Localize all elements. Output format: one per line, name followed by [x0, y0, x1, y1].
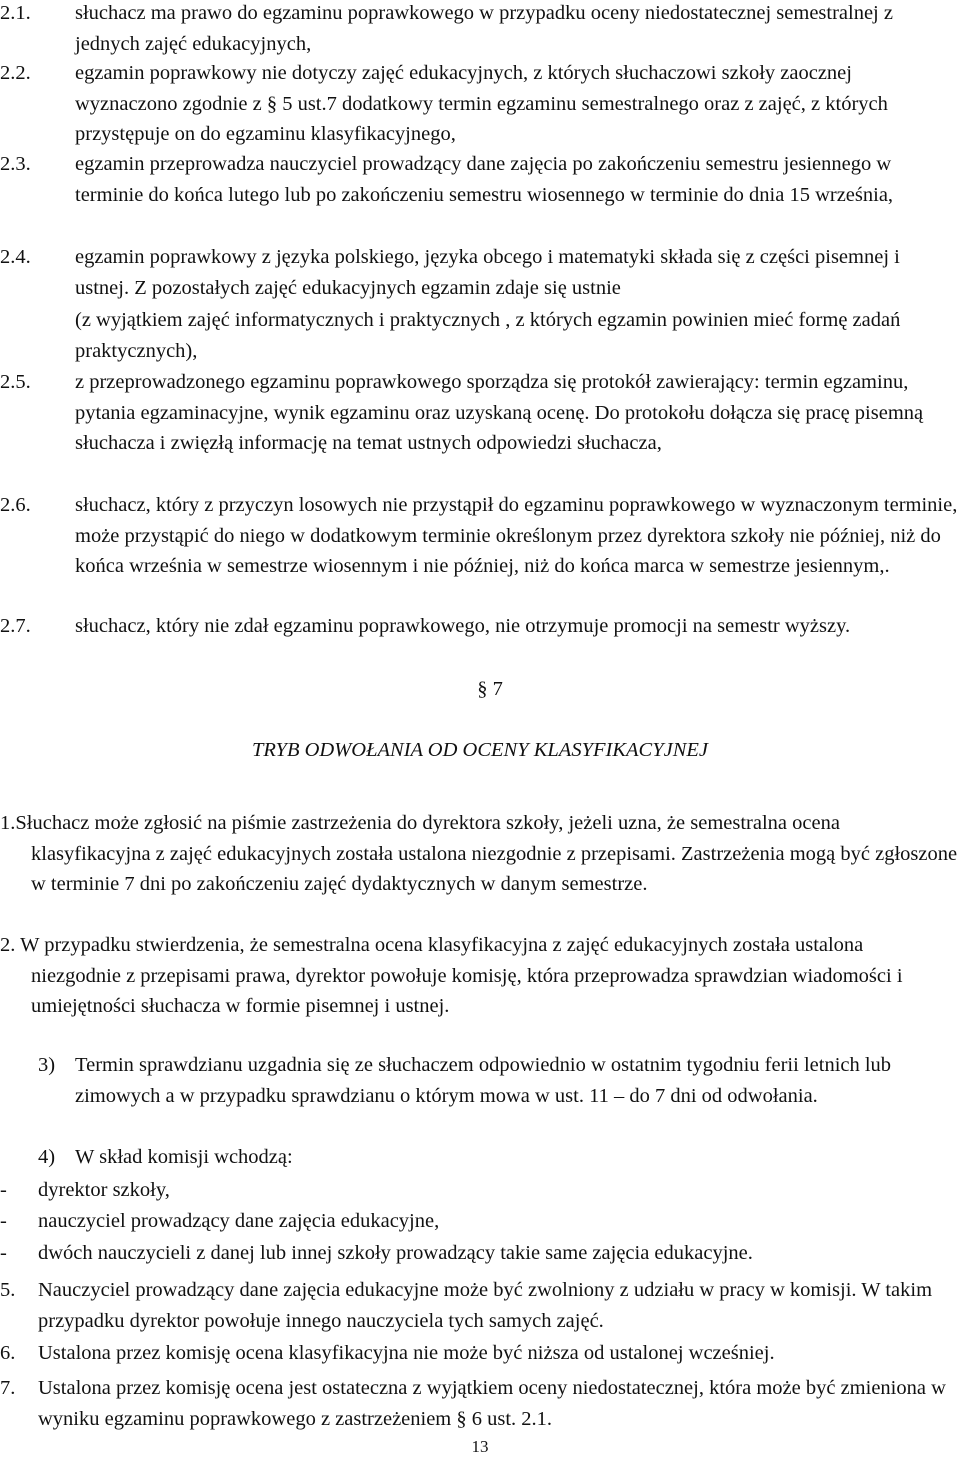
item-2-1 [0, 0, 958, 59]
page-number: 13 [471, 1437, 489, 1456]
item-6 [0, 1338, 958, 1369]
commission-member-1 [0, 1175, 958, 1206]
item-2-4 [0, 242, 958, 303]
item-7 [0, 1373, 958, 1434]
item-text: słuchacz ma prawo do egzaminu poprawkowego w przypadku oceny niedostatecznej semestralnej z jednych zajęć edukacyjnych, [75, 2, 893, 55]
item-text: W skład komisji wchodzą: [75, 1146, 293, 1168]
item-text: egzamin poprawkowy nie dotyczy zajęć edukacyjnych, z których słuchaczowi szkoły zaocznej wyznaczono zgodnie z § 5 ust.7 dodatkowy termin egzaminu semestralnego oraz z zajęć, z których przystępuje on do egzaminu klasyfikacyjnego, [75, 62, 888, 145]
sub-item-3 [0, 1050, 958, 1111]
item-number: 2.2. [0, 62, 31, 84]
item-2-6 [0, 490, 958, 582]
item-number: 2.1. [0, 2, 31, 24]
item-text: słuchacz, który nie zdał egzaminu poprawkowego, nie otrzymuje promocji na semestr wyższy. [75, 615, 851, 637]
item-text: (z wyjątkiem zajęć informatycznych i praktycznych , z których egzamin powinien mieć formę zadań praktycznych), [75, 309, 901, 362]
item-number: 2.5. [0, 371, 31, 393]
dash-bullet: - [0, 1179, 7, 1201]
item-2-4-continued [0, 305, 958, 366]
item-number: 6. [0, 1342, 16, 1364]
paragraph-text: 2. W przypadku stwierdzenia, że semestralna ocena klasyfikacyjna z zajęć edukacyjnych została ustalona niezgodnie z przepisami prawa, dyrektor powołuje komisję, która przeprowadza sprawdzian wiadomości i umiejętności słuchacza w formie pisemnej i ustnej. [0, 934, 903, 1017]
item-2-2 [0, 58, 958, 150]
item-text: słuchacz, który z przyczyn losowych nie przystąpił do egzaminu poprawkowego w wyznaczonym terminie, może przystąpić do niego w dodatkowym terminie określonym przez dyrektora szkoły nie później, niż do końca września w semestrze wiosennym i nie później, niż do końca marca w semestrze jesiennym,. [75, 494, 958, 577]
item-2-5 [0, 367, 958, 459]
item-text: egzamin przeprowadza nauczyciel prowadzący dane zajęcia po zakończeniu semestru jesiennego w terminie do końca lutego lub po zakończeniu semestru wiosennego w terminie do dnia 15 września, [75, 153, 894, 206]
item-text: Ustalona przez komisję ocena klasyfikacyjna nie może być niższa od ustalonej wcześniej. [38, 1342, 775, 1364]
item-number: 4) [38, 1146, 56, 1168]
item-5 [0, 1275, 958, 1336]
commission-member-2 [0, 1206, 958, 1237]
paragraph-1 [0, 808, 958, 900]
dash-bullet: - [0, 1242, 7, 1264]
item-text: Termin sprawdzianu uzgadnia się ze słuchaczem odpowiednio w ostatnim tygodniu ferii letnich lub zimowych a w przypadku sprawdzianu o którym mowa w ust. 11 – do 7 dni od odwołania. [75, 1054, 892, 1107]
paragraph-2 [0, 930, 958, 1022]
item-number: 7. [0, 1377, 16, 1399]
item-2-7 [0, 611, 958, 642]
paragraph-text: 1.Słuchacz może zgłosić na piśmie zastrzeżenia do dyrektora szkoły, jeżeli uzna, że semestralna ocena klasyfikacyjna z zajęć edukacyjnych została ustalona niezgodnie z przepisami. Zastrzeżenia mogą być zgłoszone w terminie 7 dni po zakończeniu zajęć dydaktycznych w danym semestrze. [0, 812, 958, 895]
section-symbol: § 7 [477, 678, 503, 700]
dash-bullet: - [0, 1210, 7, 1232]
commission-member-3 [0, 1238, 958, 1269]
item-text: nauczyciel prowadzący dane zajęcia edukacyjne, [38, 1210, 440, 1232]
item-text: egzamin poprawkowy z języka polskiego, języka obcego i matematyki składa się z części pisemnej i ustnej. Z pozostałych zajęć edukacyjnych egzamin zdaje się ustnie [75, 246, 900, 299]
item-text: dwóch nauczycieli z danej lub innej szkoły prowadzący takie same zajęcia edukacyjne. [38, 1242, 753, 1264]
item-text: Ustalona przez komisję ocena jest ostateczna z wyjątkiem oceny niedostatecznej, która może być zmieniona w wyniku egzaminu poprawkowego z zastrzeżeniem § 6 ust. 2.1. [38, 1377, 946, 1430]
item-number: 3) [38, 1054, 56, 1076]
section-title: TRYB ODWOŁANIA OD OCENY KLASYFIKACYJNEJ [252, 739, 708, 761]
item-text: z przeprowadzonego egzaminu poprawkowego sporządza się protokół zawierający: termin egzaminu, pytania egzaminacyjne, wynik egzaminu oraz uzyskaną ocenę. Do protokołu dołącza się pracę pisemną słuchacza i zwięzłą informację na temat ustnych odpowiedzi słuchacza, [75, 371, 924, 454]
sub-item-4 [0, 1142, 958, 1173]
item-number: 2.4. [0, 246, 31, 268]
item-number: 5. [0, 1279, 16, 1301]
item-number: 2.3. [0, 153, 31, 175]
item-text: dyrektor szkoły, [38, 1179, 170, 1201]
item-number: 2.7. [0, 615, 31, 637]
item-number: 2.6. [0, 494, 31, 516]
item-2-3 [0, 149, 958, 210]
item-text: Nauczyciel prowadzący dane zajęcia edukacyjne może być zwolniony z udziału w pracy w komisji. W takim przypadku dyrektor powołuje innego nauczyciela tych samych zajęć. [38, 1279, 933, 1332]
